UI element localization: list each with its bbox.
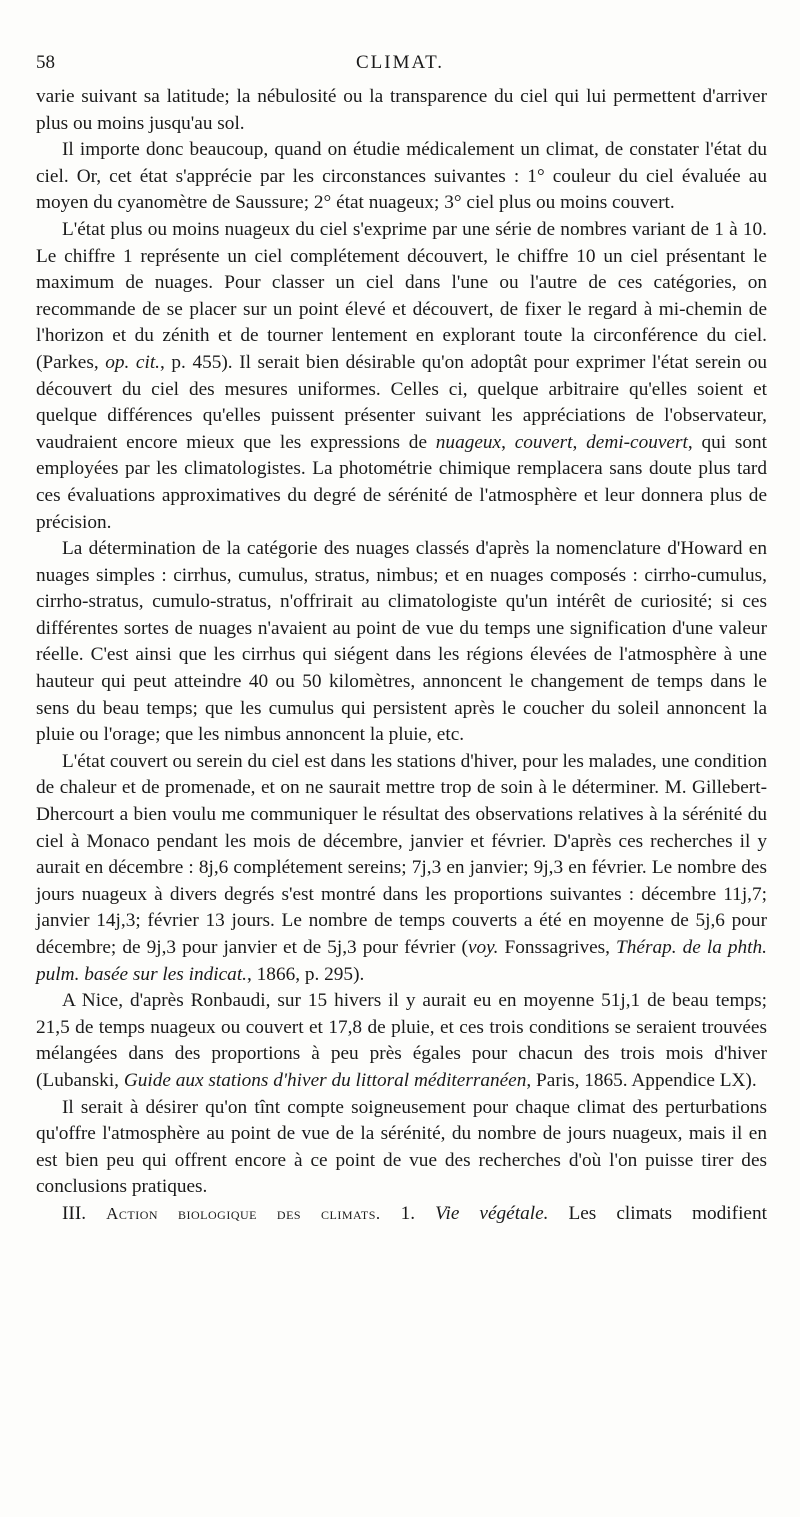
section-heading (36, 1201, 767, 1228)
text-run: , Paris, 1865. Appendice LX). (526, 1069, 757, 1091)
paragraph (36, 217, 767, 536)
italic-text: nuageux (435, 431, 502, 453)
text-run: A Nice, d'après Ronbaudi, sur 15 hivers il y aurait eu en moyenne 51j,1 de beau temps; 21,5 de temps nuageux ou couvert et 17,8 de pluie, et ces trois conditions se seraient trouvées mélangées dans des proportions à peu près égales pour chacun des trois mois d'hiver (Lubanski, (36, 990, 767, 1091)
text-run: , 1866, p. 295). (247, 963, 365, 985)
subsection-number: 1. (400, 1202, 416, 1224)
text-run: L'état plus ou moins nuageux du ciel s'exprime par une série de nombres variant de 1 à 10. Le chiffre 1 représente un ciel complétement découvert, le chiffre 10 un ciel présentant le maximum de nuages. Pour classer un ciel dans l'une ou l'autre de ces catégories, on recommande de se placer sur un point élevé et découvert, de fixer le regard à mi-chemin de l'horizon et du zénith et de tourner lentement en explorant toute la circonférence du ciel. (Parkes, (36, 218, 767, 373)
italic-text: voy. (467, 937, 499, 958)
text-run: , (572, 431, 587, 453)
italic-text: demi-couvert (586, 431, 688, 453)
section-text: Les climats modifient (568, 1202, 767, 1224)
section-number: III. (62, 1202, 87, 1224)
paragraph (36, 749, 767, 988)
paragraph (36, 536, 767, 749)
text-run: varie suivant sa latitude; la nébulosité ou la transparence du ciel qui lui permettent d'arriver plus ou moins jusqu'au sol. (36, 86, 767, 134)
page-number: 58 (36, 52, 55, 73)
text-run: , (501, 431, 515, 453)
body-text (36, 84, 767, 1228)
italic-text: couvert (514, 431, 573, 453)
paragraph (36, 137, 767, 217)
italic-text: Guide aux stations d'hiver du littoral méditerranéen (123, 1069, 527, 1091)
text-run: La détermination de la catégorie des nuages classés d'après la nomenclature d'Howard en nuages simples : cirrhus, cumulus, stratus, nimbus; et en nuages composés : cirrho-cumulus, cirrho-stratus, cumulo-stratus, n'offrirait au climatologiste qu'un intérêt de curiosité; si ces différentes sortes de nuages n'avaient au point de vue du temps une signification d'une valeur réelle. C'est ainsi que les cirrhus qui siégent dans les régions élevées de l'atmosphère à une hauteur qui peut atteindre 40 ou 50 kilomètres, annoncent le changement de temps dans le sens du beau temps; que les cumulus qui persistent après le coucher du soleil annoncent la pluie ou l'orage; que les nimbus annoncent la pluie, etc. (36, 538, 767, 746)
page-header (36, 52, 764, 78)
section-title: Action biologique des climats. (106, 1203, 381, 1223)
text-run: L'état couvert ou serein du ciel est dans les stations d'hiver, pour les malades, une condition de chaleur et de promenade, et on ne saurait mettre trop de soin à le déterminer. M. Gillebert-Dhercourt a bien voulu me communiquer le résultat des observations relatives à la sérénité du ciel à Monaco pendant les mois de décembre, janvier et février. D'après ces recherches il y aurait en décembre : 8j,6 complétement sereins; 7j,3 en janvier; 9j,3 en février. Le nombre des jours nuageux à divers degrés s'est montré dans les proportions suivantes : décembre 11j,7; janvier 14j,3; février 13 jours. Le nombre de temps couverts a été en moyenne de 5j,6 pour décembre; de 9j,3 pour janvier et de 5j,3 pour février ( (36, 750, 767, 958)
text-run: Il importe donc beaucoup, quand on étudie médicalement un climat, de constater l'état du ciel. Or, cet état s'apprécie par les circonstances suivantes : 1° couleur du ciel évaluée au moyen du cyanomètre de Saussure; 2° état nuageux; 3° ciel plus ou moins couvert. (36, 139, 767, 214)
subsection-title: Vie végétale. (435, 1202, 549, 1224)
text-run: , qui sont employées par les climatologistes. La photométrie chimique remplacera sans doute plus tard ces évaluations approximatives du degré de sérénité de l'atmosphère et leur donnera plus de précision. (36, 431, 767, 533)
paragraph (36, 1095, 767, 1201)
running-title: CLIMAT. (355, 52, 445, 73)
italic-text: Thérap. de la phth. pulm. basée sur les indicat. (36, 937, 767, 985)
paragraph (36, 988, 767, 1094)
text-run: Fonssagrives, (498, 937, 617, 958)
text-run: Il serait à désirer qu'on tînt compte soigneusement pour chaque climat des perturbations qu'offre l'atmosphère au point de vue de la sérénité, du nombre de jours nuageux, mais il en est bien peu qui offrent encore à ce point de vue des recherches d'où l'on puisse tirer des conclusions pratiques. (36, 1096, 767, 1198)
paragraph (36, 84, 767, 137)
text-run: , p. 455). Il serait bien désirable qu'on adoptât pour exprimer l'état serein ou découvert du ciel des mesures uniformes. Celles ci, quelque arbitraire qu'elles soient et quelque différences qu'elles puissent présenter suivant les appréciations de l'observateur, vaudraient encore mieux que les expressions de (36, 351, 768, 453)
italic-text: op. cit. (105, 351, 161, 373)
